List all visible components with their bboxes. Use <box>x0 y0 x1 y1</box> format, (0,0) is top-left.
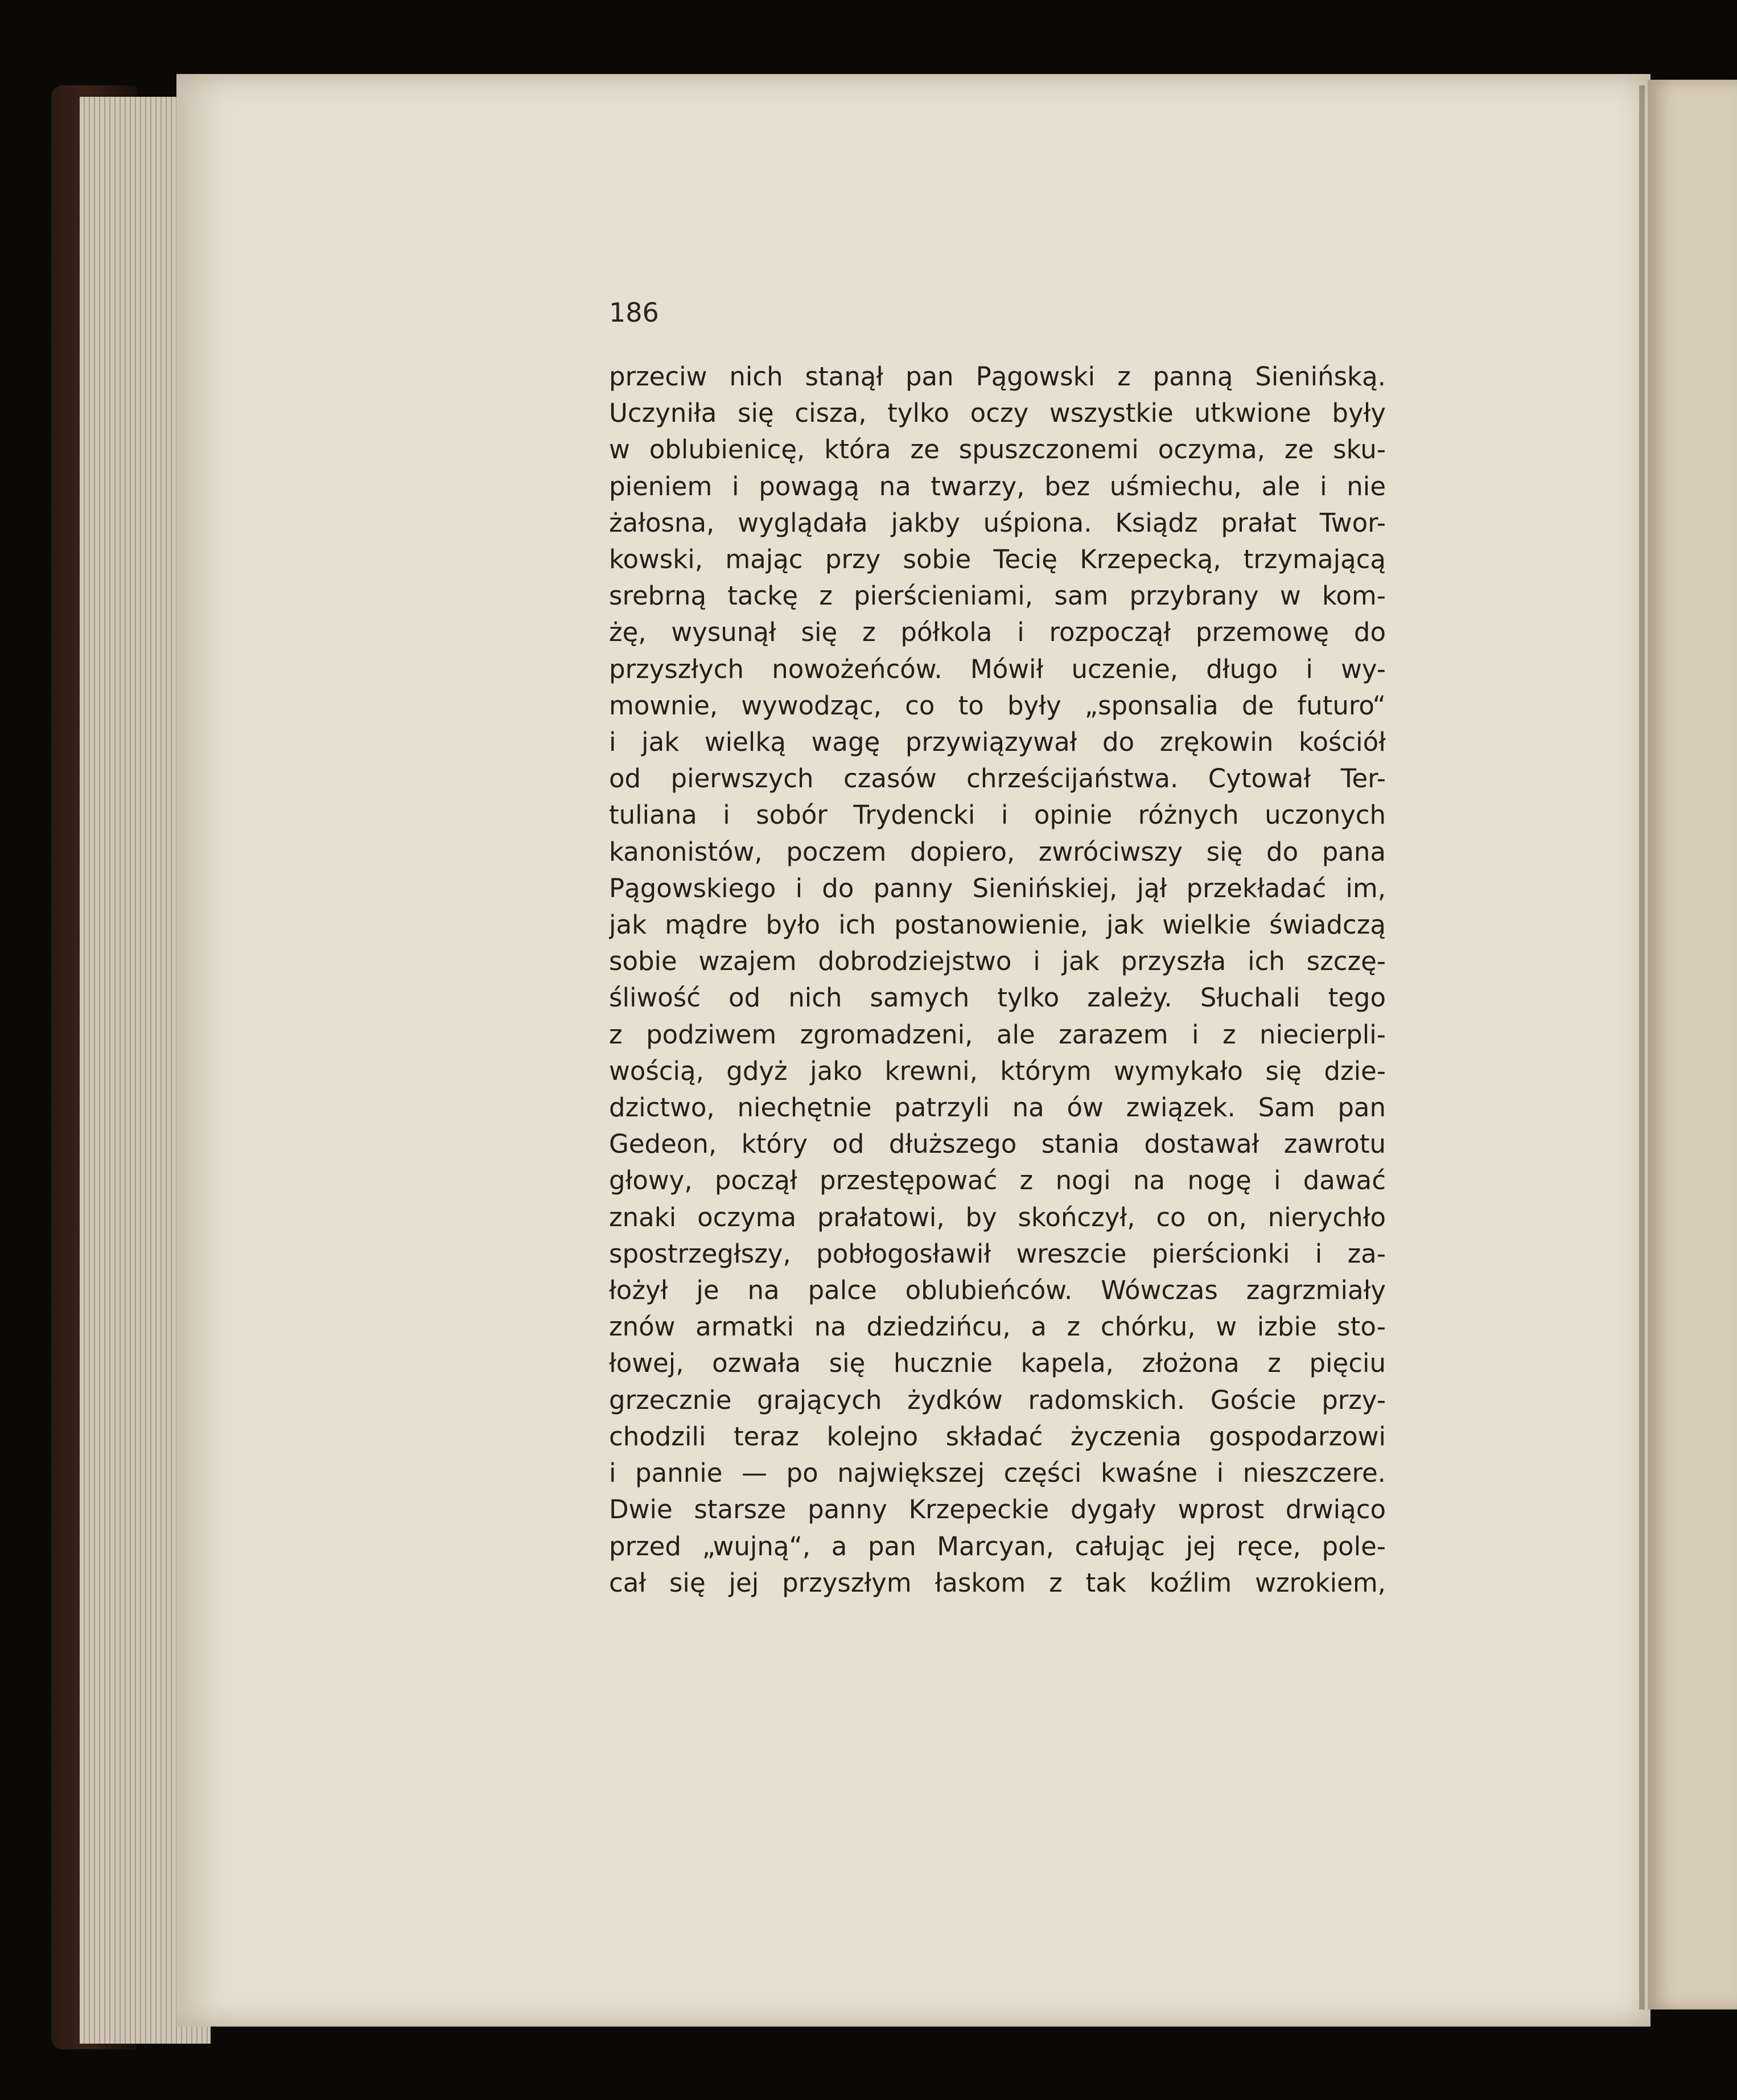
text-line: przyszłych nowożeńców. Mówił uczenie, długo i wy- <box>609 654 1386 684</box>
text-line: głowy, począł przestępować z nogi na nogę i dawać <box>609 1165 1386 1196</box>
text-line: łowej, ozwała się hucznie kapela, złożona z pięciu <box>609 1348 1386 1379</box>
text-line: srebrną tackę z pierścieniami, sam przybrany w kom- <box>609 581 1386 611</box>
text-line: wością, gdyż jako krewni, którym wymykało się dzie- <box>609 1055 1386 1086</box>
text-line: i jak wielką wagę przywiązywał do zrękowin kościół <box>609 727 1386 758</box>
text-line: jak mądre było ich postanowienie, jak wielkie świadczą <box>609 910 1386 940</box>
text-line: Dwie starsze panny Krzepeckie dygały wprost drwiąco <box>609 1494 1386 1525</box>
text-line: mownie, wywodząc, co to były „sponsalia de futuro“ <box>609 690 1386 721</box>
text-line: z podziwem zgromadzeni, ale zarazem i z niecierpli- <box>609 1019 1386 1050</box>
text-line: chodzili teraz kolejno składać życzenia gospodarzowi <box>609 1421 1386 1452</box>
text-line: i pannie — po największej części kwaśne i nieszczere. <box>609 1458 1386 1489</box>
text-line: śliwość od nich samych tylko zależy. Słuchali tego <box>609 983 1386 1013</box>
text-line: sobie wzajem dobrodziejstwo i jak przyszła ich szczę- <box>609 946 1386 977</box>
text-line: tuliana i sobór Trydencki i opinie różnych uczonych <box>609 800 1386 831</box>
text-line: Gedeon, który od dłuższego stania dostawał zawrotu <box>609 1129 1386 1160</box>
text-line: od pierwszych czasów chrześcijaństwa. Cytował Ter- <box>609 763 1386 794</box>
text-line: żałosna, wyglądała jakby uśpiona. Ksiądz prałat Twor- <box>609 507 1386 538</box>
text-line: Uczyniła się cisza, tylko oczy wszystkie utkwione były <box>609 398 1386 429</box>
body-text <box>609 359 1386 1601</box>
text-line: w oblubienicę, która ze spuszczonemi oczyma, ze sku- <box>609 434 1386 465</box>
page-number: 186 <box>609 297 659 328</box>
text-line: przed „wujną“, a pan Marcyan, całując jej ręce, pole- <box>609 1531 1386 1561</box>
text-line: Pągowskiego i do panny Sienińskiej, jął przekładać im, <box>609 873 1386 903</box>
facing-page <box>1648 80 1737 2009</box>
text-line: przeciw nich stanął pan Pągowski z panną Sienińską. <box>609 361 1386 392</box>
text-line: dzictwo, niechętnie patrzyli na ów związek. Sam pan <box>609 1092 1386 1123</box>
text-line: kanonistów, poczem dopiero, zwróciwszy się do pana <box>609 836 1386 867</box>
gutter <box>1639 85 1645 2009</box>
text-line: kowski, mając przy sobie Tecię Krzepecką, trzymającą <box>609 544 1386 575</box>
text-line: cał się jej przyszłym łaskom z tak koźlim wzrokiem, <box>609 1567 1386 1598</box>
text-line: grzecznie grających żydków radomskich. Goście przy- <box>609 1384 1386 1415</box>
text-line: znów armatki na dziedzińcu, a z chórku, w izbie sto- <box>609 1312 1386 1342</box>
text-line: spostrzegłszy, pobłogosławił wreszcie pierścionki i za- <box>609 1238 1386 1269</box>
text-line: pieniem i powagą na twarzy, bez uśmiechu, ale i nie <box>609 471 1386 502</box>
text-line: łożył je na palce oblubieńców. Wówczas zagrzmiały <box>609 1275 1386 1306</box>
text-line: żę, wysunął się z półkola i rozpoczął przemowę do <box>609 617 1386 648</box>
text-line: znaki oczyma prałatowi, by skończył, co on, nierychło <box>609 1202 1386 1232</box>
